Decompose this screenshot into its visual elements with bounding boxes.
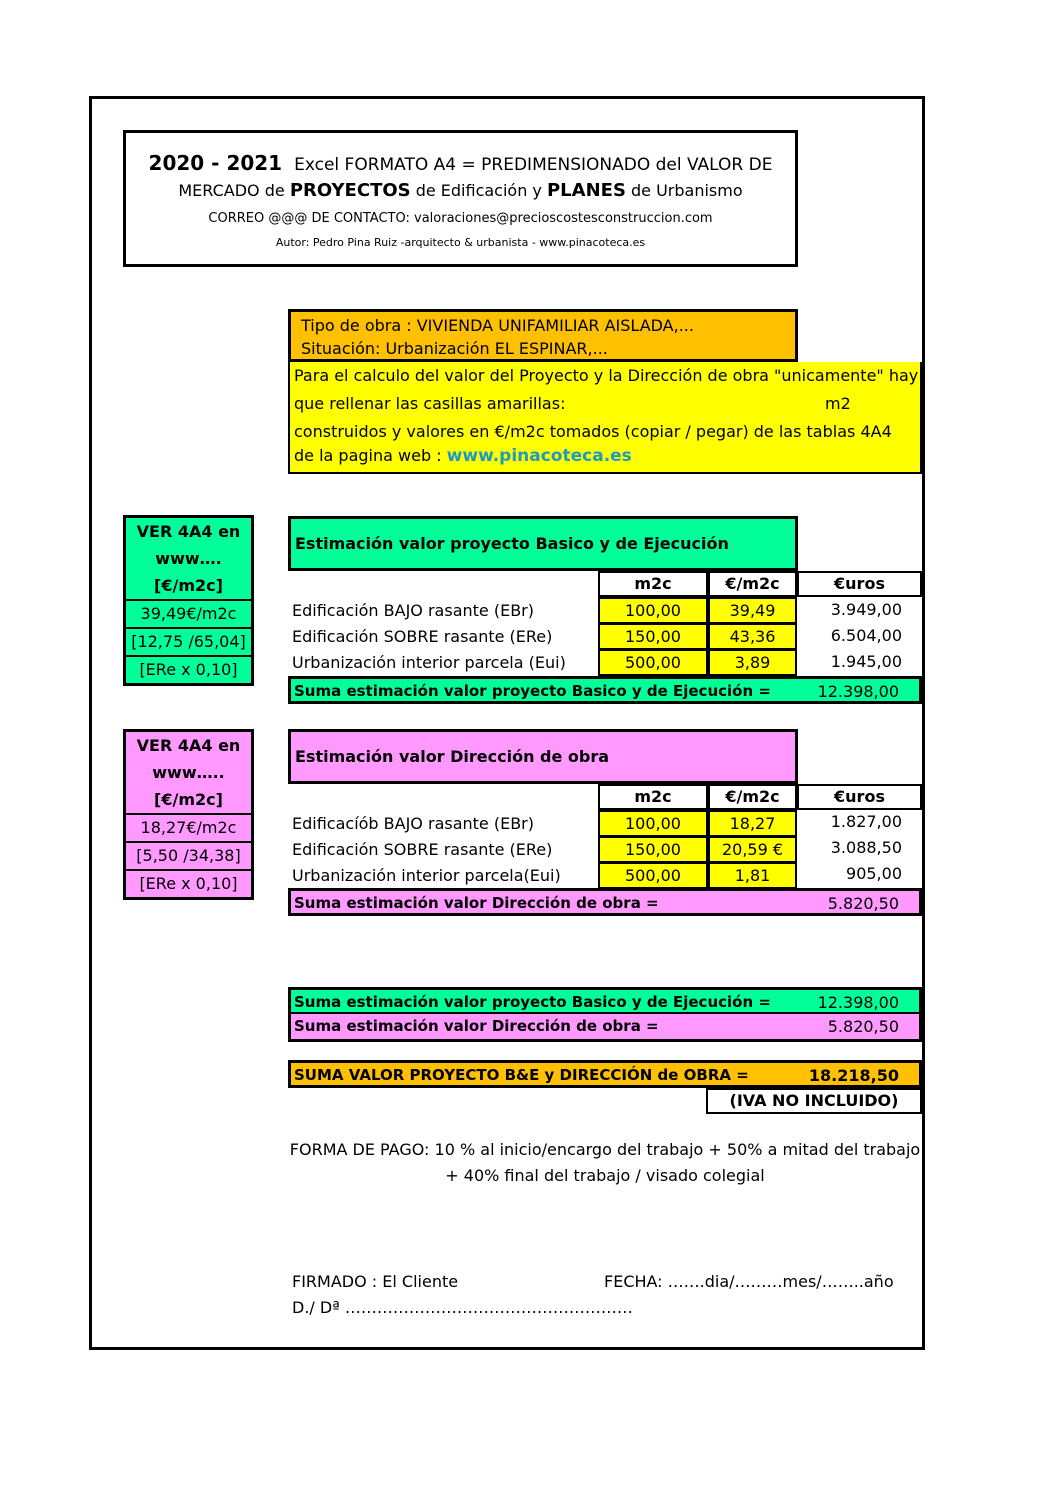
col-eur-m2c: €/m2c xyxy=(708,784,797,810)
row-total: 6.504,00 xyxy=(830,626,902,645)
col-m2c: m2c xyxy=(598,784,708,810)
col-eur-m2c: €/m2c xyxy=(708,571,797,597)
side-header: VER 4A4 en www…. [€/m2c] xyxy=(126,518,251,601)
row-total: 3.088,50 xyxy=(830,838,902,857)
name-field[interactable]: D./ Dª ……………………………………………… xyxy=(292,1298,633,1317)
payment-line-1: FORMA DE PAGO: 10 % al inicio/encargo del trabajo + 50% a mitad del trabajo xyxy=(289,1140,921,1159)
author-line: Autor: Pedro Pina Ruiz -arquitecto & urbanista - www.pinacoteca.es xyxy=(275,236,646,249)
work-info-box xyxy=(288,309,798,362)
website-line: de la pagina web : www.pinacoteca.es xyxy=(294,446,632,466)
page-frame xyxy=(89,96,925,1350)
date-field[interactable]: FECHA: …….dia/………mes/……..año xyxy=(604,1272,894,1291)
summary-proyecto-bar: Suma estimación valor proyecto Basico y de Ejecución = 12.398,00 xyxy=(288,987,922,1015)
direccion-section-title: Estimación valor Dirección de obra xyxy=(288,729,798,784)
title-line-2: MERCADO de PROYECTOS de Edificación y PLANES de Urbanismo xyxy=(178,180,743,201)
summary-direccion-bar: Suma estimación valor Dirección de obra = 5.820,50 xyxy=(288,1014,922,1042)
total-value: 18.218,50 xyxy=(808,1066,899,1085)
row-total: 3.949,00 xyxy=(830,600,902,619)
total-bar: SUMA VALOR PROYECTO B&E y DIRECCIÓN de OBRA = 18.218,50 xyxy=(288,1060,922,1088)
side-header: VER 4A4 en www….. [€/m2c] xyxy=(126,732,251,815)
row-label: Edificacíób BAJO rasante (EBr) xyxy=(292,814,534,833)
direccion-reference-box: VER 4A4 en www….. [€/m2c] 18,27€/m2c [5,50 /34,38] [ERe x 0,10] xyxy=(123,729,254,900)
m2c-input[interactable]: 150,00 xyxy=(598,836,708,863)
col-euros: €uros xyxy=(797,571,922,597)
price-input[interactable]: 1,81 xyxy=(708,862,797,889)
price-input[interactable]: 3,89 xyxy=(708,649,797,676)
price-input[interactable]: 43,36 xyxy=(708,623,797,650)
col-m2c: m2c xyxy=(598,571,708,597)
instructions-box: Para el calculo del valor del Proyecto y la Dirección de obra "unicamente" hay que rellenar las casillas amarillas: m2 construidos y valores en €/m2c tomados (copiar / pegar) de las tablas 4A4 de la pagina web : www.pinacoteca.es xyxy=(288,362,922,474)
proyecto-sum-bar: Suma estimación valor proyecto Basico y de Ejecución = 12.398,00 xyxy=(288,676,922,704)
work-location: Situación: Urbanización EL ESPINAR,... xyxy=(301,339,608,358)
row-label: Edificación SOBRE rasante (ERe) xyxy=(292,627,553,646)
m2c-input[interactable]: 150,00 xyxy=(598,623,708,650)
price-input[interactable]: 18,27 xyxy=(708,810,797,837)
proyecto-sum-value: 12.398,00 xyxy=(817,682,899,701)
year-label: 2020 - 2021 xyxy=(148,151,283,175)
proyecto-section-title: Estimación valor proyecto Basico y de Ejecución xyxy=(288,516,798,571)
row-label: Edificación BAJO rasante (EBr) xyxy=(292,601,534,620)
signed-client: FIRMADO : El Cliente xyxy=(292,1272,459,1291)
row-total: 905,00 xyxy=(846,864,902,883)
title-box xyxy=(123,130,798,267)
m2c-input[interactable]: 500,00 xyxy=(598,649,708,676)
title-line-1: 2020 - 2021 Excel FORMATO A4 = PREDIMENSIONADO del VALOR DE xyxy=(148,151,773,175)
payment-line-2: + 40% final del trabajo / visado colegial xyxy=(445,1166,765,1185)
row-label: Edificación SOBRE rasante (ERe) xyxy=(292,840,553,859)
website-link[interactable]: www.pinacoteca.es xyxy=(446,446,632,466)
direccion-sum-value: 5.820,50 xyxy=(827,894,899,913)
m2c-input[interactable]: 100,00 xyxy=(598,810,708,837)
price-input[interactable]: 39,49 xyxy=(708,597,797,624)
row-label: Urbanización interior parcela (Eui) xyxy=(292,653,566,672)
row-total: 1.827,00 xyxy=(830,812,902,831)
proyecto-reference-box: VER 4A4 en www…. [€/m2c] 39,49€/m2c [12,75 /65,04] [ERe x 0,10] xyxy=(123,515,254,686)
m2c-input[interactable]: 100,00 xyxy=(598,597,708,624)
m2c-input[interactable]: 500,00 xyxy=(598,862,708,889)
row-total: 1.945,00 xyxy=(830,652,902,671)
price-input[interactable]: 20,59 € xyxy=(708,836,797,863)
row-label: Urbanización interior parcela(Eui) xyxy=(292,866,561,885)
direccion-sum-bar: Suma estimación valor Dirección de obra = 5.820,50 xyxy=(288,888,922,916)
work-type: Tipo de obra : VIVIENDA UNIFAMILIAR AISLADA,... xyxy=(301,316,694,335)
contact-line: CORREO @@@ DE CONTACTO: valoraciones@precioscostesconstruccion.com xyxy=(208,211,713,226)
iva-note: (IVA NO INCLUIDO) xyxy=(706,1088,922,1114)
col-euros: €uros xyxy=(797,784,922,810)
